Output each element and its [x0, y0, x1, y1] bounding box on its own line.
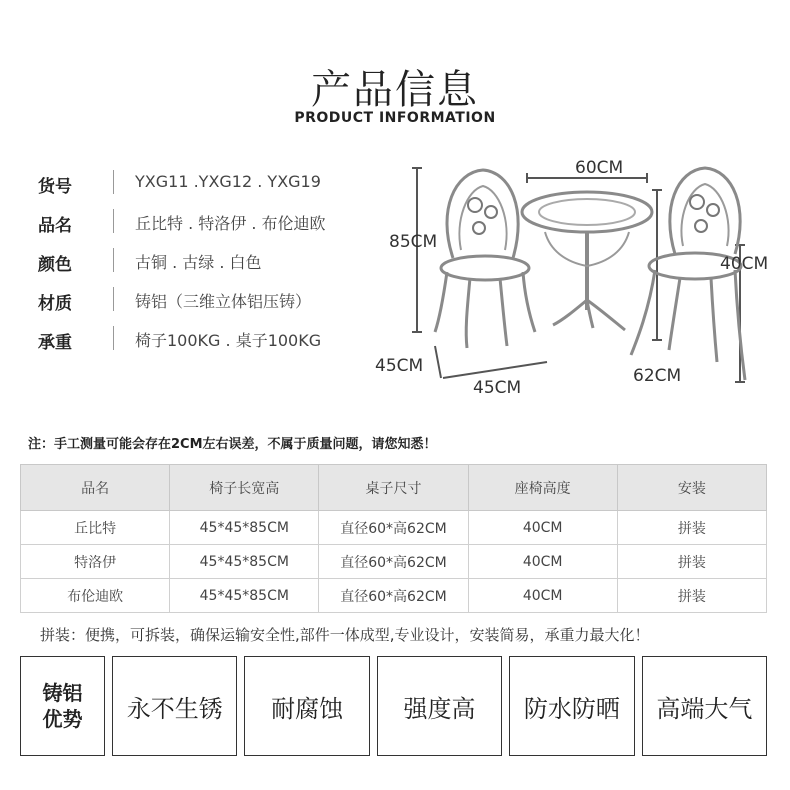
table-cell: 布伦迪欧 — [21, 579, 170, 613]
table-row — [21, 545, 767, 579]
info-divider — [113, 248, 114, 272]
assembly-description: 拼装：便携，可拆装，确保运输安全性,部件一体成型,专业设计，安装简易，承重力最大化！ — [40, 626, 650, 644]
advantage-item: 高端大气 — [642, 656, 767, 756]
info-value: 古铜 . 古绿 . 白色 — [135, 253, 262, 272]
header-cell-table-size: 桌子尺寸 — [319, 465, 468, 511]
info-row-item-no — [38, 170, 388, 209]
info-divider — [113, 326, 114, 350]
info-divider — [113, 287, 114, 311]
table-row — [21, 511, 767, 545]
bistro-set-drawing — [375, 150, 790, 405]
info-value: 铸铝（三维立体铝压铸） — [135, 292, 312, 311]
info-row-color — [38, 248, 388, 287]
advantage-item: 耐腐蚀 — [244, 656, 369, 756]
info-value: 丘比特 . 特洛伊 . 布伦迪欧 — [135, 214, 326, 233]
page-subtitle: PRODUCT INFORMATION — [294, 110, 496, 126]
table-cell: 直径60*高62CM — [319, 579, 468, 613]
table-cell: 直径60*高62CM — [319, 545, 468, 579]
info-row-name — [38, 209, 388, 248]
info-value: YXG11 .YXG12 . YXG19 — [135, 172, 321, 191]
advantage-item: 永不生锈 — [112, 656, 237, 756]
table-cell: 45*45*85CM — [170, 545, 319, 579]
chair-height-label: 85CM — [389, 232, 438, 252]
header-cell-install: 安装 — [617, 465, 766, 511]
product-info-list — [38, 170, 388, 365]
advantages-heading-line: 铸铝 — [42, 681, 83, 705]
header-cell-seat-height: 座椅高度 — [468, 465, 617, 511]
advantages-heading — [20, 656, 105, 756]
table-cell: 拼装 — [617, 545, 766, 579]
info-key: 品名 — [38, 216, 72, 236]
table-cell: 拼装 — [617, 579, 766, 613]
info-key: 承重 — [38, 333, 72, 353]
chair-width-label: 45CM — [473, 378, 522, 398]
table-cell: 40CM — [468, 545, 617, 579]
info-key: 颜色 — [38, 255, 72, 275]
info-divider — [113, 209, 114, 233]
chair-depth-label: 45CM — [375, 356, 424, 376]
table-cell: 40CM — [468, 579, 617, 613]
table-cell: 特洛伊 — [21, 545, 170, 579]
advantage-item: 强度高 — [377, 656, 502, 756]
table-cell: 45*45*85CM — [170, 579, 319, 613]
info-key: 货号 — [38, 177, 72, 197]
table-cell: 拼装 — [617, 511, 766, 545]
table-height-label: 62CM — [633, 366, 682, 386]
advantage-item: 防水防晒 — [509, 656, 634, 756]
table-cell: 直径60*高62CM — [319, 511, 468, 545]
cast-aluminum-advantages — [20, 656, 767, 756]
spec-table — [20, 464, 767, 613]
table-cell: 45*45*85CM — [170, 511, 319, 545]
header-cell-name: 品名 — [21, 465, 170, 511]
table-cell: 丘比特 — [21, 511, 170, 545]
seat-height-label: 40CM — [720, 254, 769, 274]
advantages-heading-line: 优势 — [42, 707, 83, 731]
table-diameter-label: 60CM — [575, 158, 624, 178]
measurement-note: 注：手工测量可能会存在2CM左右误差，不属于质量问题，请您知悉！ — [28, 437, 437, 452]
page-title: 产品信息 — [311, 67, 479, 113]
info-row-material — [38, 287, 388, 326]
info-divider — [113, 170, 114, 194]
info-row-load — [38, 326, 388, 365]
table-cell: 40CM — [468, 511, 617, 545]
header-cell-chair-size: 椅子长宽高 — [170, 465, 319, 511]
furniture-dimension-illustration — [375, 150, 790, 405]
info-value: 椅子100KG . 桌子100KG — [135, 331, 322, 350]
spec-table-header-row — [21, 465, 767, 511]
info-key: 材质 — [38, 294, 72, 314]
table-row — [21, 579, 767, 613]
